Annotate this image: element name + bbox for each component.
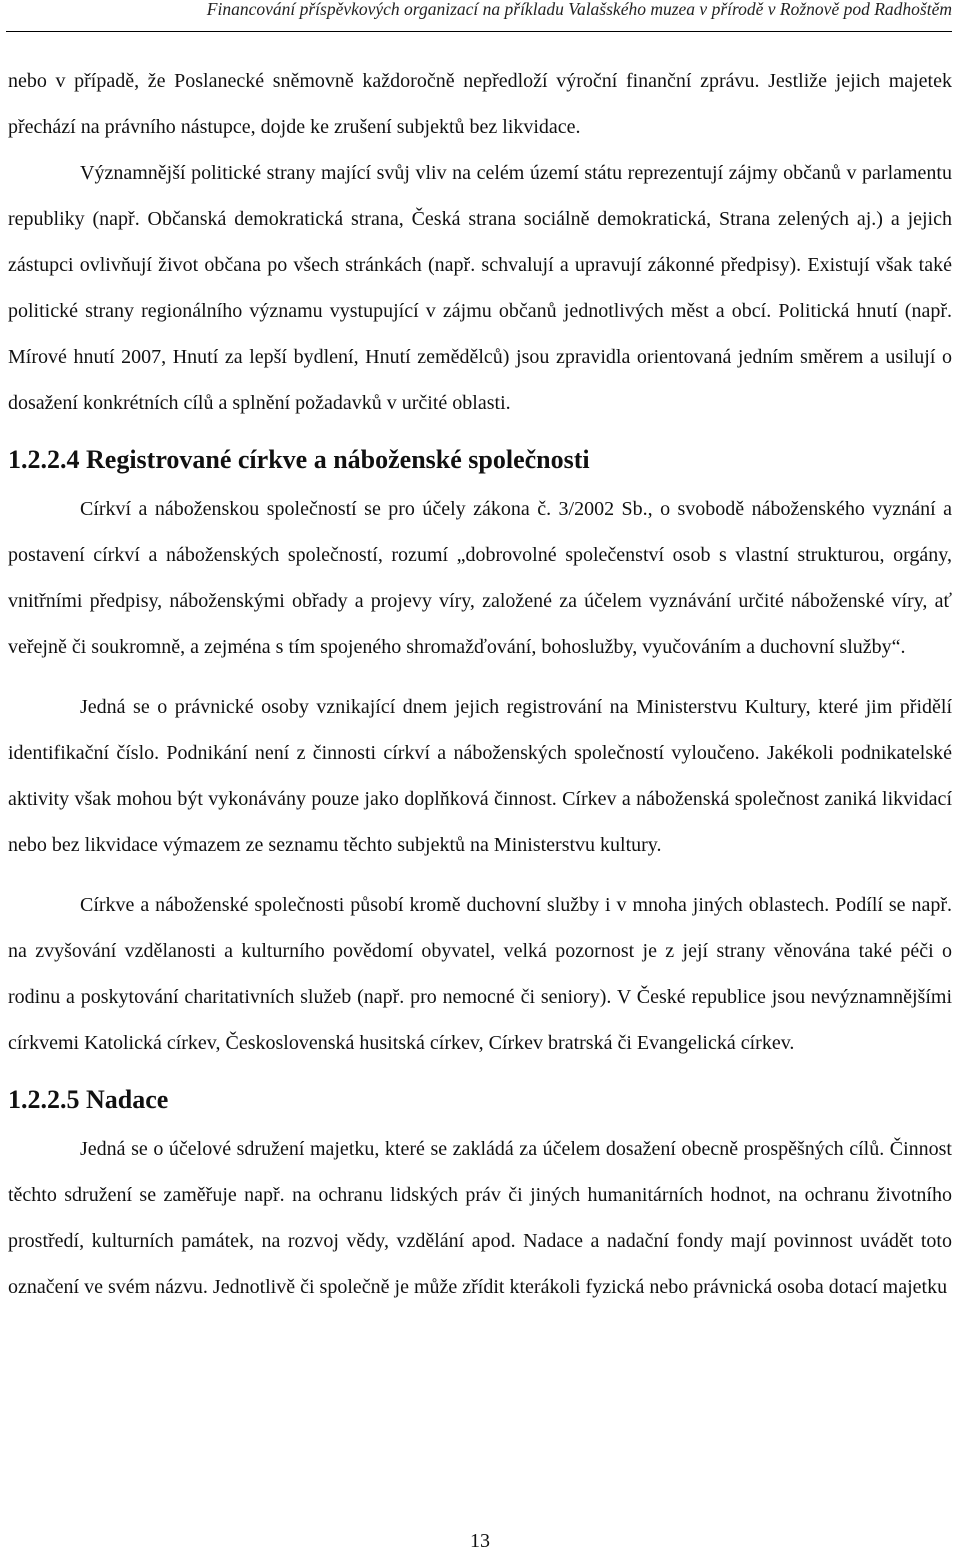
running-header: Financování příspěvkových organizací na příkladu Valašského muzea v přírodě v Rožnově pod Radhoštěm [206, 0, 952, 19]
header-divider [6, 31, 952, 32]
page-number: 13 [470, 1530, 490, 1552]
paragraph-continuation: nebo v případě, že Poslanecké sněmovně každoročně nepředloží výroční finanční zprávu. Jestliže jejich majetek přechází na právního nástupce, dojde ke zrušení subjektů bez likvidace. [8, 70, 952, 138]
section-heading-foundations: 1.2.2.5 Nadace [8, 1085, 169, 1114]
page-body [8, 58, 952, 1310]
paragraph-church-registration: Jedná se o právnické osoby vznikající dnem jejich registrování na Ministerstvu Kultury, které jim přidělí identifikační číslo. Podnikání není z činnosti církví a náboženských společností vyloučeno. Jakékoli podnikatelské aktivity však mohou být vykonávány pouze jako doplňková činnost. Církev a náboženská společnost zaniká likvidací nebo bez likvidace výmazem ze seznamu těchto subjektů na Ministerstvu kultury. [8, 696, 952, 856]
paragraph-church-activities: Církve a náboženské společnosti působí kromě duchovní služby i v mnoha jiných oblastech. Podílí se např. na zvyšování vzdělanosti a kulturního povědomí obyvatel, velká pozornost je z její strany věnována také péči o rodinu a poskytování charitativních služeb (např. pro nemocné či seniory). V České republice jsou nevýznamnějšími církvemi Katolická církev, Československá husitská církev, Církev bratrská či Evangelická církev. [8, 894, 952, 1054]
paragraph-church-definition: Církví a náboženskou společností se pro účely zákona č. 3/2002 Sb., o svobodě náboženského vyznání a postavení církví a náboženských společností, rozumí „dobrovolné společenství osob s vlastní strukturou, orgány, vnitřními předpisy, náboženskými obřady a projevy víry, založené za účelem vyznávání určité náboženské víry, ať veřejně či soukromně, a zejména s tím spojeného shromažďování, bohoslužby, vyučováním a duchovní služby“. [8, 498, 952, 658]
paragraph-foundations: Jedná se o účelové sdružení majetku, které se zakládá za účelem dosažení obecně prospěšných cílů. Činnost těchto sdružení se zaměřuje např. na ochranu lidských práv či jiných humanitárních hodnot, na ochranu životního prostředí, kulturních památek, na rozvoj vědy, vzdělání apod. Nadace a nadační fondy mají povinnost uvádět toto označení ve svém názvu. Jednotlivě či společně je může zřídit kterákoli fyzická nebo právnická osoba dotací majetku [8, 1138, 952, 1298]
section-heading-churches: 1.2.2.4 Registrované církve a náboženské společnosti [8, 445, 590, 474]
paragraph-political-parties: Významnější politické strany mající svůj vliv na celém území státu reprezentují zájmy občanů v parlamentu republiky (např. Občanská demokratická strana, Česká strana sociálně demokratická, Strana zelených aj.) a jejich zástupci ovlivňují život občana po všech stránkách (např. schvalují a upravují zákonné předpisy). Existují však také politické strany regionálního významu vystupující v zájmu občanů jednotlivých měst a obcí. Politická hnutí (např. Mírové hnutí 2007, Hnutí za lepší bydlení, Hnutí zemědělců) jsou zpravidla orientovaná jedním směrem a usilují o dosažení konkrétních cílů a splnění požadavků v určité oblasti. [8, 162, 952, 414]
